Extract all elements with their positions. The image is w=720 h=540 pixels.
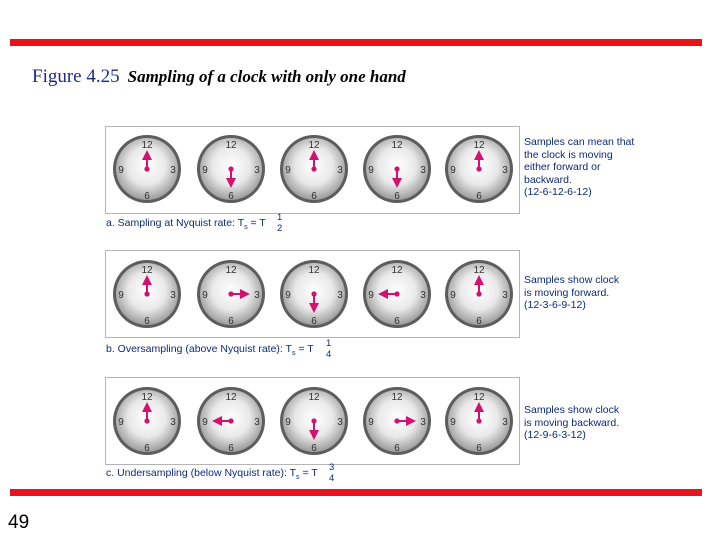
- row-b-note-line: Samples show clock: [524, 274, 620, 286]
- clock-number: 12: [141, 265, 153, 276]
- clock-number: 3: [170, 417, 176, 428]
- clock-number: 12: [391, 392, 403, 403]
- row-b-caption-tail: = T: [295, 343, 314, 355]
- clock-number: 12: [225, 140, 237, 151]
- clock: [280, 135, 348, 203]
- clock-hub: [144, 166, 149, 171]
- clock-number: 6: [394, 191, 400, 202]
- clock-number: 3: [420, 165, 426, 176]
- row-c-fraction-numerator: 3: [329, 462, 335, 473]
- row-a-fraction-numerator: 1: [277, 212, 283, 223]
- row-a-note: [524, 136, 644, 199]
- clock-number: 3: [337, 290, 343, 301]
- clock-number: 3: [337, 417, 343, 428]
- clock-number: 3: [337, 165, 343, 176]
- row-a-fraction-denominator: 2: [277, 223, 283, 234]
- clock: [363, 260, 431, 328]
- row-a-note-line: (12-6-12-6-12): [524, 186, 592, 198]
- clock-hub: [394, 418, 399, 423]
- clock-hub: [476, 166, 481, 171]
- clock-number: 12: [141, 140, 153, 151]
- clock-number: 9: [285, 417, 291, 428]
- row-a-caption-text: a. Sampling at Nyquist rate: T: [106, 217, 245, 229]
- clock: [363, 135, 431, 203]
- row-a-caption-tail: = T: [247, 217, 266, 229]
- clock-hub: [144, 418, 149, 423]
- clock-number: 12: [225, 265, 237, 276]
- clock-hub: [144, 291, 149, 296]
- clock-number: 12: [225, 392, 237, 403]
- row-b-note-line: is moving forward.: [524, 286, 610, 299]
- clock: [280, 260, 348, 328]
- clock-number: 6: [144, 316, 150, 327]
- clock-number: 12: [308, 140, 320, 151]
- clock-number: 6: [228, 443, 234, 454]
- clock-number: 9: [285, 290, 291, 301]
- clock-hub: [394, 166, 399, 171]
- clock-number: 12: [391, 140, 403, 151]
- clock: [113, 387, 181, 455]
- clock-number: 12: [473, 392, 485, 403]
- clock-number: 3: [420, 290, 426, 301]
- row-c-caption-text: c. Undersampling (below Nyquist rate): T: [106, 467, 297, 479]
- clock-number: 12: [473, 265, 485, 276]
- clock-number: 3: [254, 165, 260, 176]
- clock-number: 9: [202, 165, 208, 176]
- clock-hub: [476, 291, 481, 296]
- clock-hub: [228, 418, 233, 423]
- page-number: 49: [8, 512, 30, 533]
- clock-number: 6: [228, 316, 234, 327]
- clock-number: 6: [144, 191, 150, 202]
- row-b-caption-text: b. Oversampling (above Nyquist rate): T: [106, 343, 292, 355]
- row-c-note-line: is moving backward.: [524, 416, 620, 429]
- row-c-fraction-denominator: 4: [329, 473, 335, 484]
- clock-hub: [311, 418, 316, 423]
- clock-number: 9: [450, 165, 456, 176]
- row-c-note-line: (12-9-6-3-12): [524, 429, 586, 441]
- clock-number: 3: [420, 417, 426, 428]
- clock-number: 6: [311, 443, 317, 454]
- figure-number: Figure 4.25: [32, 66, 120, 87]
- clock: [280, 387, 348, 455]
- row-b-note: [524, 274, 644, 312]
- clock-number: 3: [254, 417, 260, 428]
- clock-hub: [228, 291, 233, 296]
- clock-number: 9: [118, 165, 124, 176]
- clock-number: 6: [311, 191, 317, 202]
- row-c-caption-sub: s: [296, 474, 300, 482]
- clock-number: 6: [476, 443, 482, 454]
- row-b-caption-sub: s: [291, 350, 296, 358]
- clock-number: 6: [144, 443, 150, 454]
- clock: [197, 135, 265, 203]
- clock-hub: [311, 291, 316, 296]
- clock: [113, 260, 181, 328]
- clock-number: 9: [118, 290, 124, 301]
- clock: [445, 135, 513, 203]
- clock-number: 9: [202, 290, 208, 301]
- clock-hub: [228, 166, 233, 171]
- clock-number: 6: [476, 191, 482, 202]
- clock-number: 3: [254, 290, 260, 301]
- clock-number: 9: [368, 165, 374, 176]
- clock-number: 9: [450, 417, 456, 428]
- row-a-note-line: the clock is moving: [524, 148, 613, 161]
- clock-number: 3: [502, 417, 508, 428]
- clock-number: 12: [308, 392, 320, 403]
- clock: [197, 260, 265, 328]
- clock-hub: [476, 418, 481, 423]
- row-a-caption: [106, 217, 266, 231]
- clock-number: 6: [311, 316, 317, 327]
- clock-number: 12: [473, 140, 485, 151]
- figure-caption: Sampling of a clock with only one hand: [127, 67, 406, 86]
- clock-number: 9: [202, 417, 208, 428]
- row-c-note: [524, 404, 644, 442]
- row-c-caption: [106, 467, 318, 481]
- clock-number: 9: [450, 290, 456, 301]
- clock-number: 12: [141, 392, 153, 403]
- clock-number: 3: [502, 290, 508, 301]
- clock-number: 3: [170, 165, 176, 176]
- clock-number: 9: [368, 290, 374, 301]
- clock-hub: [311, 166, 316, 171]
- clock-number: 9: [368, 417, 374, 428]
- clock-hub: [394, 291, 399, 296]
- row-b-note-line: (12-3-6-9-12): [524, 299, 586, 311]
- clock-number: 6: [476, 316, 482, 327]
- clock: [445, 260, 513, 328]
- row-b-fraction-numerator: 1: [326, 338, 332, 349]
- clock: [197, 387, 265, 455]
- clock: [363, 387, 431, 455]
- row-a-note-line: Samples can mean that: [524, 136, 635, 148]
- clock-number: 12: [391, 265, 403, 276]
- clock-number: 9: [285, 165, 291, 176]
- clock: [445, 387, 513, 455]
- clock: [113, 135, 181, 203]
- clock-number: 12: [308, 265, 320, 276]
- clock-number: 6: [228, 191, 234, 202]
- clock-number: 3: [170, 290, 176, 301]
- row-c-note-line: Samples show clock: [524, 404, 620, 416]
- clock-number: 6: [394, 443, 400, 454]
- row-a-caption-sub: s: [244, 224, 248, 232]
- clock-number: 3: [502, 165, 508, 176]
- row-b-caption: [106, 343, 314, 357]
- clock-number: 6: [394, 316, 400, 327]
- row-c-caption-tail: = T: [299, 467, 318, 479]
- row-b-fraction-denominator: 4: [326, 349, 332, 360]
- clock-number: 9: [118, 417, 124, 428]
- row-a-note-line: backward.: [524, 173, 572, 186]
- row-a-note-line: either forward or: [524, 161, 601, 173]
